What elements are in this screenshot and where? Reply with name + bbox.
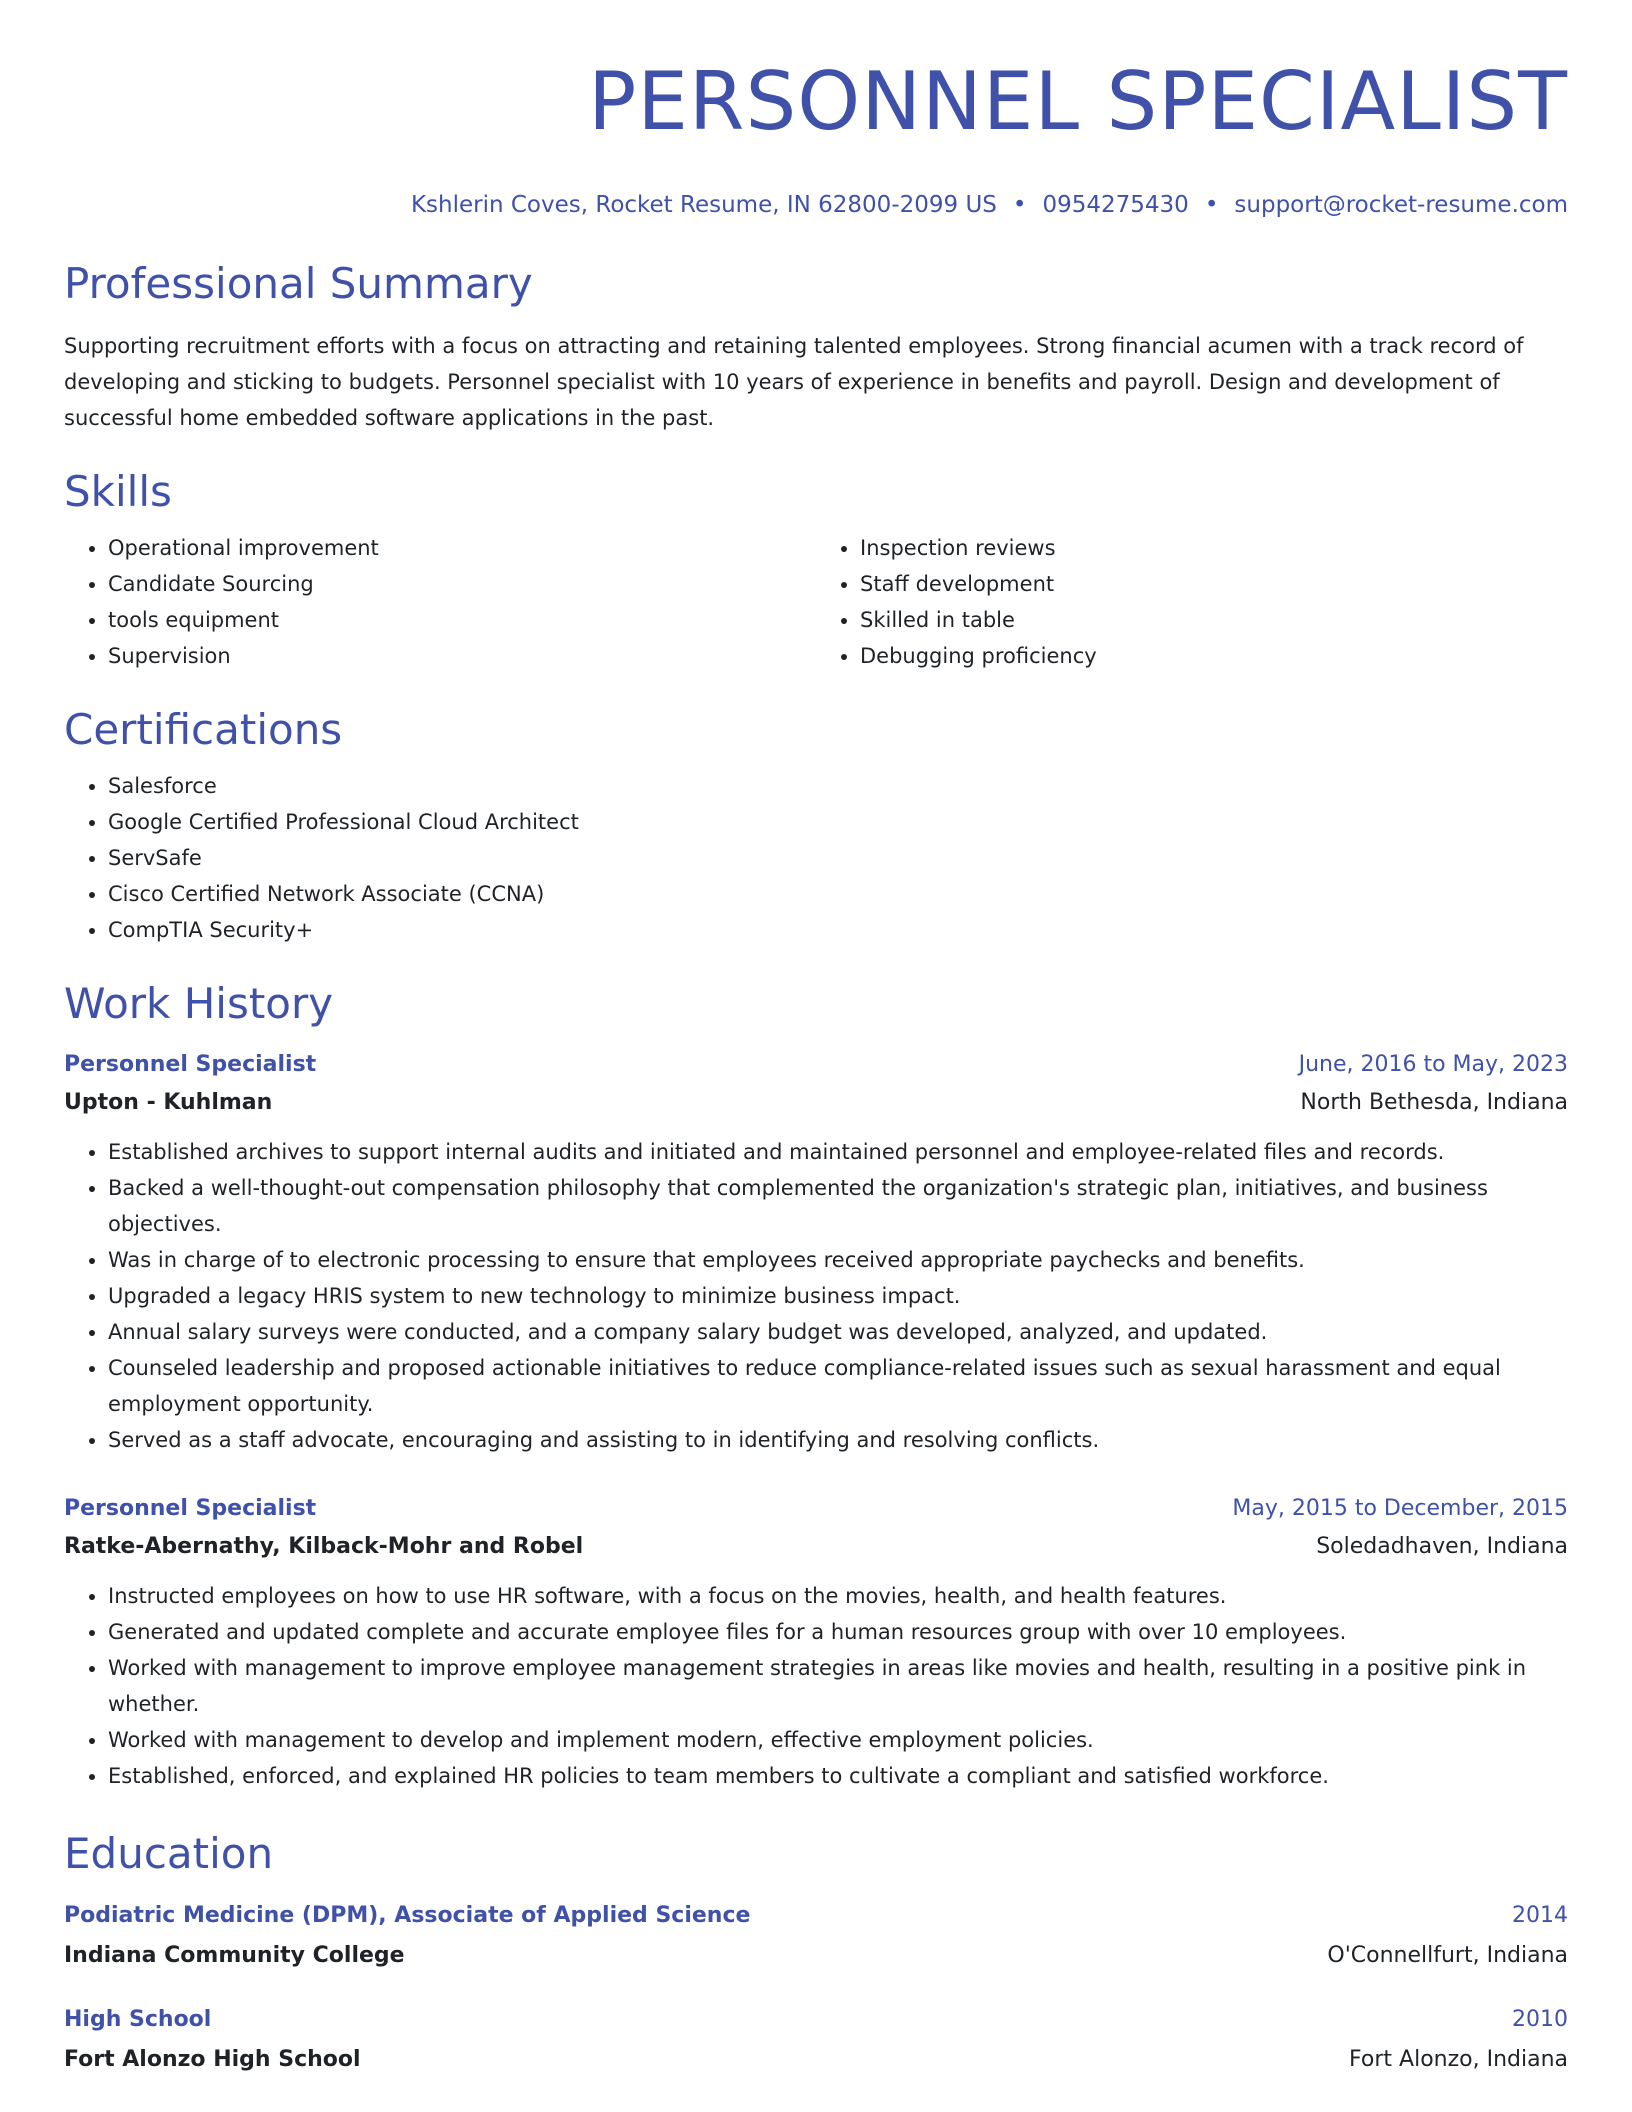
education-location: O'Connellfurt, Indiana (1327, 1943, 1568, 1968)
education-entry (64, 1896, 1568, 1976)
education-year: 2014 (1512, 1903, 1568, 1928)
job-bullet: • Was in charge of to electronic processing to ensure that employees received appropriate paychecks and benefits. (108, 1242, 1568, 1278)
skill-item: • Debugging proficiency (860, 638, 1568, 674)
education-degree: High School (64, 2007, 212, 2032)
education-entry (64, 2000, 1568, 2080)
contact-phone: 0954275430 (1042, 192, 1189, 218)
skills-list-right (816, 530, 1568, 674)
job-bullet: • Established archives to support internal audits and initiated and maintained personnel and employee-related files and records. (108, 1134, 1568, 1170)
resume-title: PERSONNEL SPECIALIST (588, 55, 1568, 148)
section-title-work-history: Work History (64, 979, 334, 1028)
certifications-list (64, 768, 1568, 948)
certification-item: • Google Certified Professional Cloud Architect (108, 804, 1568, 840)
contact-separator: • (1012, 192, 1027, 218)
education-header-row (64, 2000, 1568, 2040)
skill-item: • tools equipment (108, 602, 816, 638)
job-bullet: • Established, enforced, and explained HR policies to team members to cultivate a compliant and satisfied workforce. (108, 1758, 1568, 1794)
job-bullet: • Instructed employees on how to use HR software, with a focus on the movies, health, and health features. (108, 1578, 1568, 1614)
certification-item: • Cisco Certified Network Associate (CCNA) (108, 876, 1568, 912)
skill-item: • Operational improvement (108, 530, 816, 566)
education-degree: Podiatric Medicine (DPM), Associate of Applied Science (64, 1903, 751, 1928)
job-company-row (64, 1084, 1568, 1122)
contact-address: Kshlerin Coves, Rocket Resume, IN 62800-2099 US (410, 192, 997, 218)
job-bullet: • Worked with management to improve employee management strategies in areas like movies and health, resulting in a positive pink in whether. (108, 1650, 1568, 1722)
job-bullet: • Upgraded a legacy HRIS system to new technology to minimize business impact. (108, 1278, 1568, 1314)
education-school-row (64, 1936, 1568, 1976)
job-bullet: • Backed a well-thought-out compensation philosophy that complemented the organization's strategic plan, initiatives, and business objectives. (108, 1170, 1568, 1242)
section-title-skills: Skills (64, 467, 172, 516)
contact-email: support@rocket-resume.com (1234, 192, 1568, 218)
job-bullet: • Served as a staff advocate, encouraging and assisting to in identifying and resolving conflicts. (108, 1422, 1568, 1458)
job-title: Personnel Specialist (64, 1496, 317, 1521)
job-header-row (64, 1490, 1568, 1528)
job-dates: June, 2016 to May, 2023 (1298, 1052, 1568, 1077)
job-title: Personnel Specialist (64, 1052, 317, 1077)
skill-item: • Skilled in table (860, 602, 1568, 638)
education-school: Fort Alonzo High School (64, 2047, 361, 2072)
job-entry (64, 1046, 1568, 1458)
section-title-summary: Professional Summary (64, 259, 533, 308)
certification-item: • ServSafe (108, 840, 1568, 876)
education-location: Fort Alonzo, Indiana (1349, 2047, 1568, 2072)
skill-item: • Candidate Sourcing (108, 566, 816, 602)
summary-text: Supporting recruitment efforts with a focus on attracting and retaining talented employees. Strong financial acumen with a track record of developing and sticking to budgets. Personnel specialist with 10 years of experience in benefits and payroll. Design and development of successful home embedded software applications in the past. (64, 334, 1524, 430)
section-title-education: Education (64, 1829, 274, 1878)
job-header-row (64, 1046, 1568, 1084)
job-company: Ratke-Abernathy, Kilback-Mohr and Robel (64, 1534, 584, 1559)
certification-item: • Salesforce (108, 768, 1568, 804)
skill-item: • Inspection reviews (860, 530, 1568, 566)
certification-item: • CompTIA Security+ (108, 912, 1568, 948)
job-location: Soledadhaven, Indiana (1316, 1534, 1568, 1559)
job-bullet: • Annual salary surveys were conducted, and a company salary budget was developed, analyzed, and updated. (108, 1314, 1568, 1350)
job-bullet: • Generated and updated complete and accurate employee files for a human resources group with over 10 employees. (108, 1614, 1568, 1650)
job-location: North Bethesda, Indiana (1300, 1090, 1568, 1115)
education-school-row (64, 2040, 1568, 2080)
contact-line (64, 188, 1568, 222)
job-entry (64, 1490, 1568, 1794)
skill-item: • Supervision (108, 638, 816, 674)
skill-item: • Staff development (860, 566, 1568, 602)
contact-separator: • (1204, 192, 1219, 218)
job-dates: May, 2015 to December, 2015 (1232, 1496, 1568, 1521)
section-title-certifications: Certifications (64, 705, 343, 754)
job-bullet: • Counseled leadership and proposed actionable initiatives to reduce compliance-related issues such as sexual harassment and equal employment opportunity. (108, 1350, 1568, 1422)
job-company: Upton - Kuhlman (64, 1090, 273, 1115)
job-bullets (64, 1578, 1568, 1794)
job-bullets (64, 1134, 1568, 1458)
education-school: Indiana Community College (64, 1943, 405, 1968)
education-year: 2010 (1512, 2007, 1568, 2032)
education-header-row (64, 1896, 1568, 1936)
skills-grid (64, 530, 1568, 674)
job-bullet: • Worked with management to develop and implement modern, effective employment policies. (108, 1722, 1568, 1758)
skills-list-left (64, 530, 816, 674)
job-company-row (64, 1528, 1568, 1566)
